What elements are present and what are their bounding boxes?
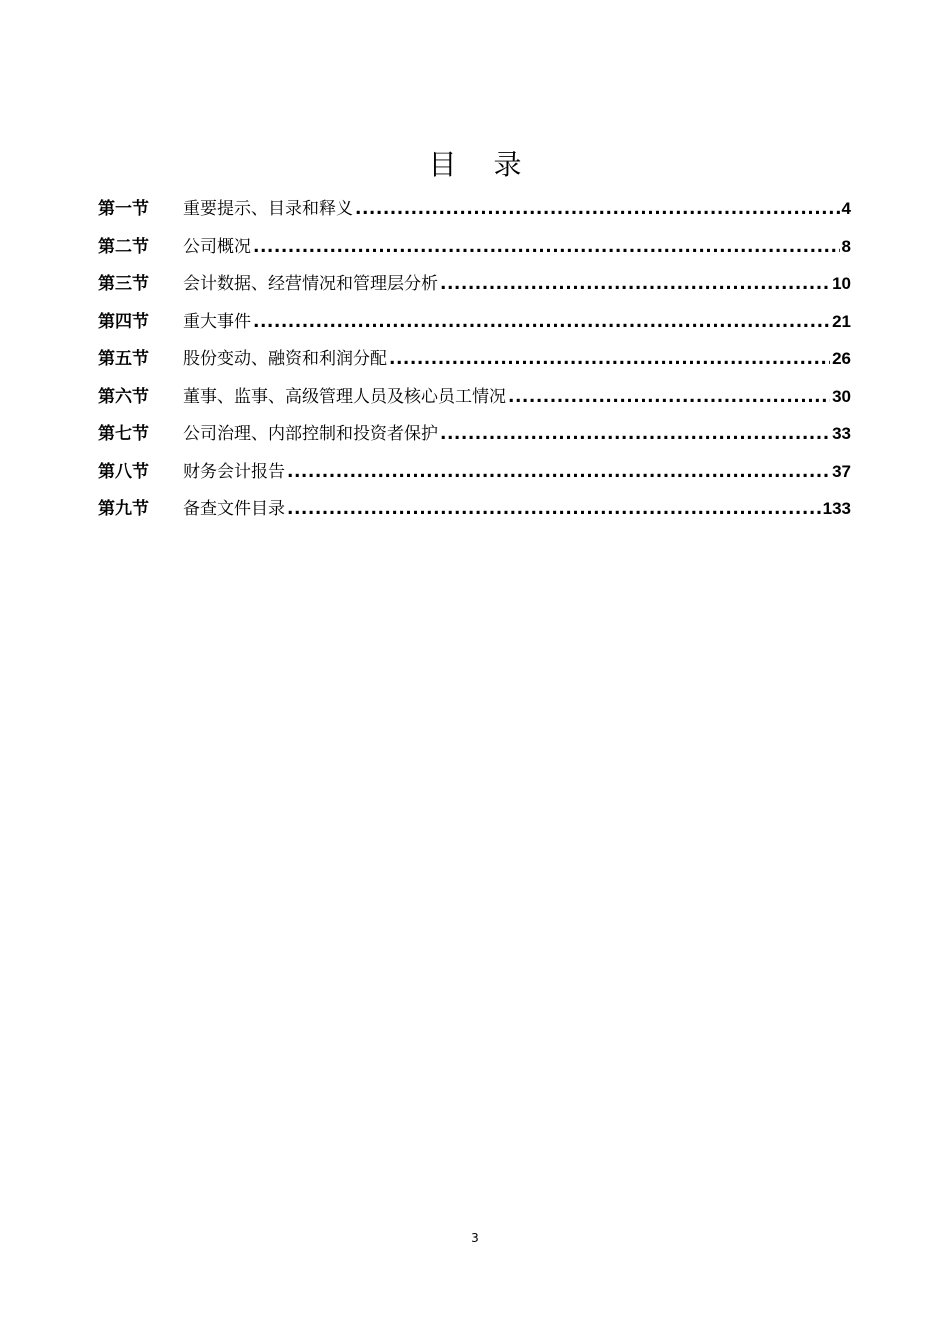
toc-dot-leader (508, 381, 830, 413)
toc-entry[interactable] (98, 231, 851, 269)
toc-section-number: 第五节 (98, 349, 149, 369)
toc-entry[interactable] (98, 418, 851, 456)
toc-heading: 重大事件 (183, 311, 251, 332)
toc-dot-leader (253, 231, 840, 263)
toc-entry[interactable] (98, 381, 851, 419)
toc-section-number: 第一节 (98, 199, 149, 219)
toc-entry[interactable] (98, 306, 851, 344)
toc-dot-leader (253, 306, 830, 338)
toc-section-number: 第七节 (98, 424, 149, 444)
toc-section-number: 第四节 (98, 311, 149, 332)
toc-heading: 财务会计报告 (183, 461, 285, 482)
toc-page-number: 21 (832, 311, 851, 331)
toc-section-number: 第三节 (98, 274, 149, 294)
toc-section-number: 第二节 (98, 236, 149, 257)
toc-dot-leader (440, 418, 830, 450)
toc-page-number: 30 (832, 386, 851, 406)
toc-page-number: 10 (832, 274, 851, 293)
toc-section-number: 第九节 (98, 499, 149, 519)
toc-dot-leader (287, 456, 830, 488)
toc-dot-leader (287, 493, 821, 525)
table-of-contents (98, 193, 851, 531)
toc-heading: 重要提示、目录和释义 (183, 199, 353, 219)
toc-page-number: 8 (841, 236, 851, 256)
toc-page-number: 33 (832, 424, 851, 443)
toc-dot-leader (389, 343, 830, 375)
toc-section-number: 第八节 (98, 461, 149, 482)
toc-page-number: 133 (822, 499, 851, 518)
toc-heading: 公司治理、内部控制和投资者保护 (183, 424, 438, 444)
page-number: 3 (471, 1231, 479, 1245)
toc-page-number: 4 (841, 199, 851, 218)
toc-heading: 备查文件目录 (183, 499, 285, 519)
toc-entry[interactable] (98, 343, 851, 381)
toc-title: 目 录 (428, 148, 536, 181)
toc-heading: 董事、监事、高级管理人员及核心员工情况 (183, 386, 506, 407)
toc-dot-leader (440, 268, 830, 300)
toc-heading: 公司概况 (183, 236, 251, 257)
toc-page-number: 26 (832, 349, 851, 368)
toc-section-number: 第六节 (98, 386, 149, 407)
toc-entry[interactable] (98, 268, 851, 306)
toc-entry[interactable] (98, 493, 851, 531)
toc-heading: 股份变动、融资和利润分配 (183, 349, 387, 369)
toc-page-number: 37 (832, 461, 851, 481)
toc-entry[interactable] (98, 456, 851, 494)
toc-heading: 会计数据、经营情况和管理层分析 (183, 274, 438, 294)
toc-entry[interactable] (98, 193, 851, 231)
toc-dot-leader (355, 193, 840, 225)
